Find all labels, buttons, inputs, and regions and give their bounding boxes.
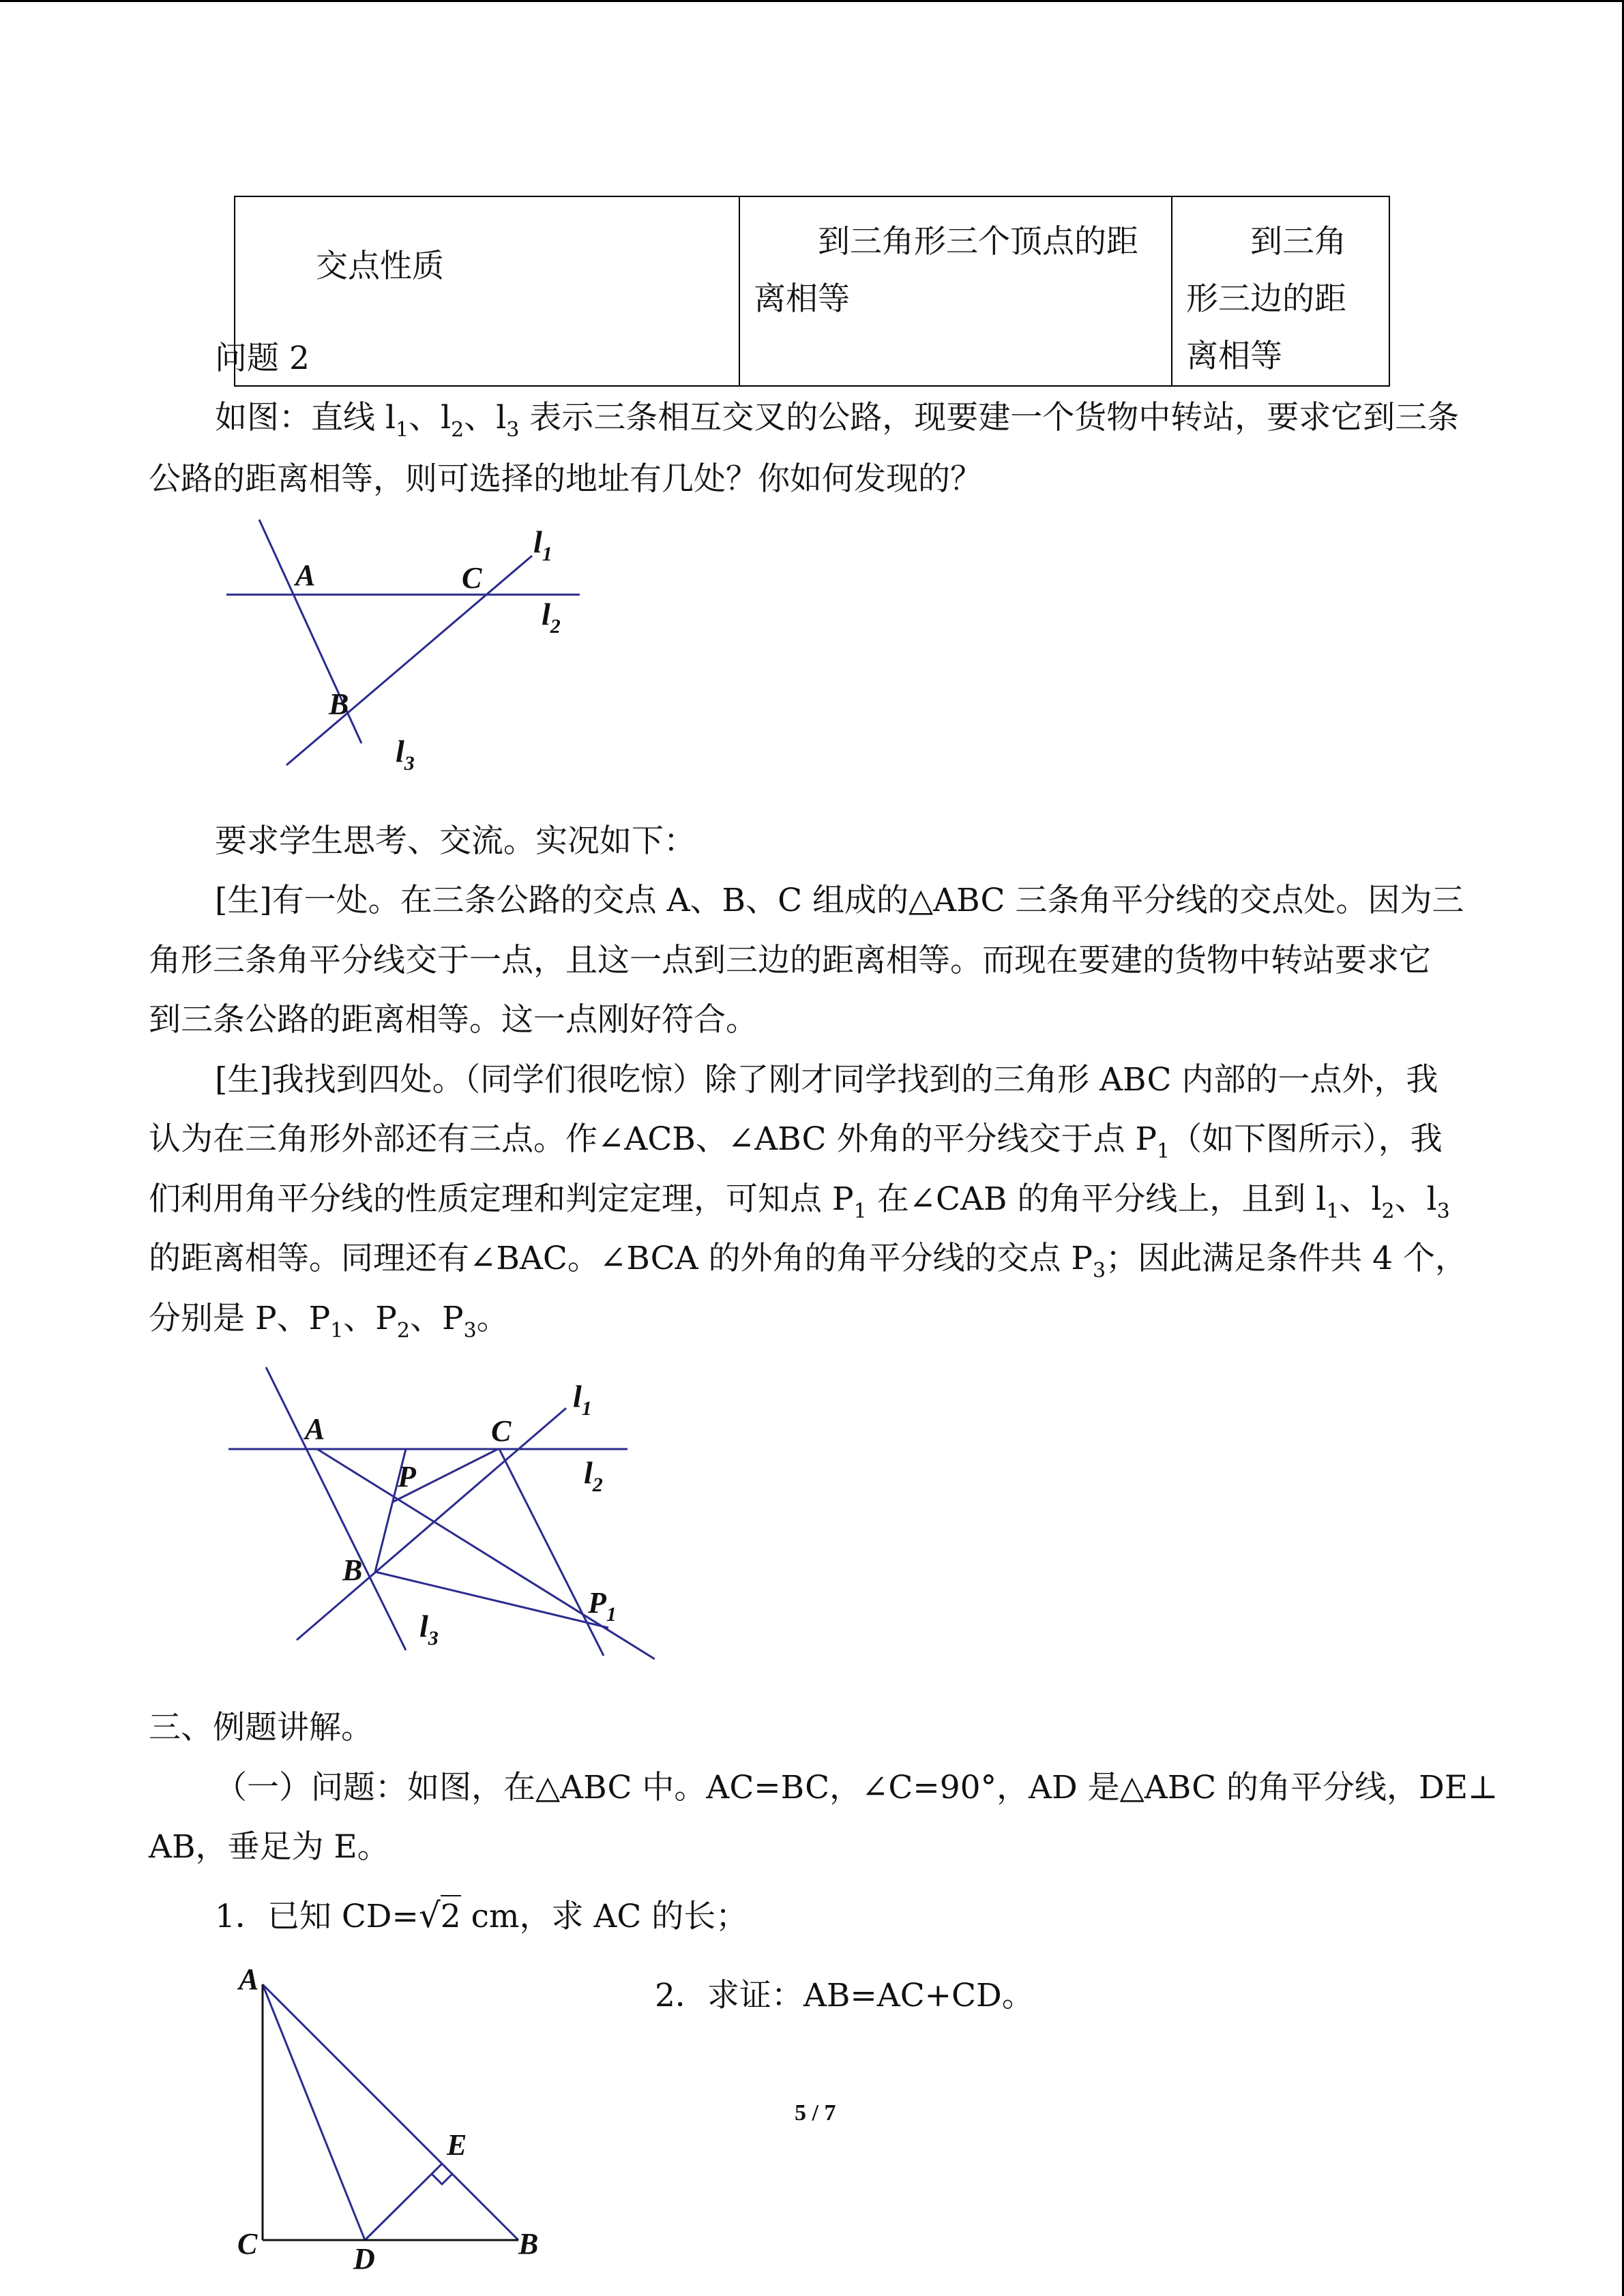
figure-bisectors bbox=[218, 1360, 655, 1667]
label-l3: $l_3$ bbox=[396, 734, 415, 775]
label-l1: $l_1$ bbox=[533, 524, 552, 565]
label-p: P bbox=[398, 1460, 416, 1493]
label-a: A bbox=[295, 558, 316, 592]
figure-right-triangle bbox=[232, 1960, 552, 2288]
label-a: A bbox=[305, 1412, 325, 1446]
problem2-heading: 问题 2 bbox=[215, 340, 310, 377]
table-cell: 到三角形三个顶点的距离相等 bbox=[739, 196, 1172, 386]
table-row bbox=[235, 196, 1389, 386]
side-ab bbox=[263, 1984, 518, 2240]
discussion-p2-line4: 的距离相等。同理还有∠BAC。∠BCA 的外角的角平分线的交点 $P_3$；因此满足条件共 4 个， bbox=[149, 1240, 1467, 1283]
section3-heading: 三、例题讲解。 bbox=[149, 1709, 373, 1746]
discussion-p2-line1: [生]我找到四处。（同学们很吃惊）除了刚才同学找到的三角形 ABC 内部的一点外，我 bbox=[215, 1061, 1438, 1099]
road-l1 bbox=[297, 1408, 566, 1640]
properties-table bbox=[234, 196, 1390, 387]
bisector-b bbox=[375, 1572, 608, 1628]
label-c: C bbox=[491, 1414, 512, 1448]
bisector-ad bbox=[263, 1984, 365, 2240]
label-b: B bbox=[329, 687, 349, 721]
label-d: D bbox=[353, 2242, 375, 2276]
label-c: C bbox=[237, 2227, 258, 2261]
road-l3 bbox=[266, 1367, 406, 1650]
discussion-p2-line2: 认为在三角形外部还有三点。作∠ACB、∠ABC 外角的平分线交于点 $P_1$（如下图所示），我 bbox=[149, 1120, 1443, 1163]
figure-three-roads bbox=[218, 511, 600, 784]
perpendicular-de bbox=[365, 2164, 442, 2240]
label-c: C bbox=[462, 561, 482, 595]
table-cell: 交点性质 bbox=[235, 196, 739, 386]
problem2-question-line1: 如图：直线 $l_1$、$l_2$、$l_3$ 表示三条相互交叉的公路，现要建一个货物中转站，要求它到三条 bbox=[215, 399, 1460, 442]
discussion-p1-line2: 角形三条角平分线交于一点，且这一点到三边的距离相等。而现在要建的货物中转站要求它 bbox=[149, 942, 1431, 979]
label-l1: $l_1$ bbox=[573, 1379, 592, 1420]
problem2-question-line2: 公路的距离相等，则可选择的地址有几处？你如何发现的？ bbox=[149, 460, 982, 498]
label-b: B bbox=[342, 1553, 363, 1587]
section3-problem-line1: （一）问题：如图，在△ABC 中。AC=BC，∠C=90°，AD 是△ABC 的角平分线，DE⊥ bbox=[215, 1769, 1498, 1806]
label-e: E bbox=[447, 2128, 467, 2162]
table-cell: 到三角形三边的距离相等 bbox=[1172, 196, 1389, 386]
section3-problem-line2: AB，垂足为 E。 bbox=[149, 1828, 389, 1866]
question-2: 2．求证：AB=AC+CD。 bbox=[655, 1977, 1034, 2014]
label-l2: $l_2$ bbox=[542, 597, 561, 638]
label-b: B bbox=[518, 2227, 539, 2261]
discussion-intro: 要求学生思考、交流。实况如下： bbox=[215, 822, 696, 860]
page-number: 5 / 7 bbox=[795, 2100, 836, 2126]
question-1: 1．已知 CD=√2 cm，求 AC 的长； bbox=[215, 1896, 748, 1935]
discussion-p1-line3: 到三条公路的距离相等。这一点刚好符合。 bbox=[149, 1001, 758, 1039]
discussion-p1-line1: [生]有一处。在三条公路的交点 A、B、C 组成的△ABC 三条角平分线的交点处。因为三 bbox=[215, 882, 1464, 919]
label-l2: $l_2$ bbox=[584, 1455, 603, 1496]
discussion-p2-line3: 们利用角平分线的性质定理和判定定理，可知点 $P_1$ 在∠CAB 的角平分线上，且到 $l_1$、$l_2$、$l_3$ bbox=[149, 1180, 1450, 1223]
discussion-p2-line5: 分别是 P、$P_1$、$P_2$、$P_3$。 bbox=[149, 1300, 509, 1343]
right-angle-mark bbox=[432, 2174, 452, 2184]
label-a: A bbox=[239, 1963, 259, 1996]
label-l3: $l_3$ bbox=[419, 1609, 439, 1650]
label-p1: $P_1$ bbox=[588, 1586, 617, 1626]
sqrt-sign: √ bbox=[418, 1896, 441, 1935]
